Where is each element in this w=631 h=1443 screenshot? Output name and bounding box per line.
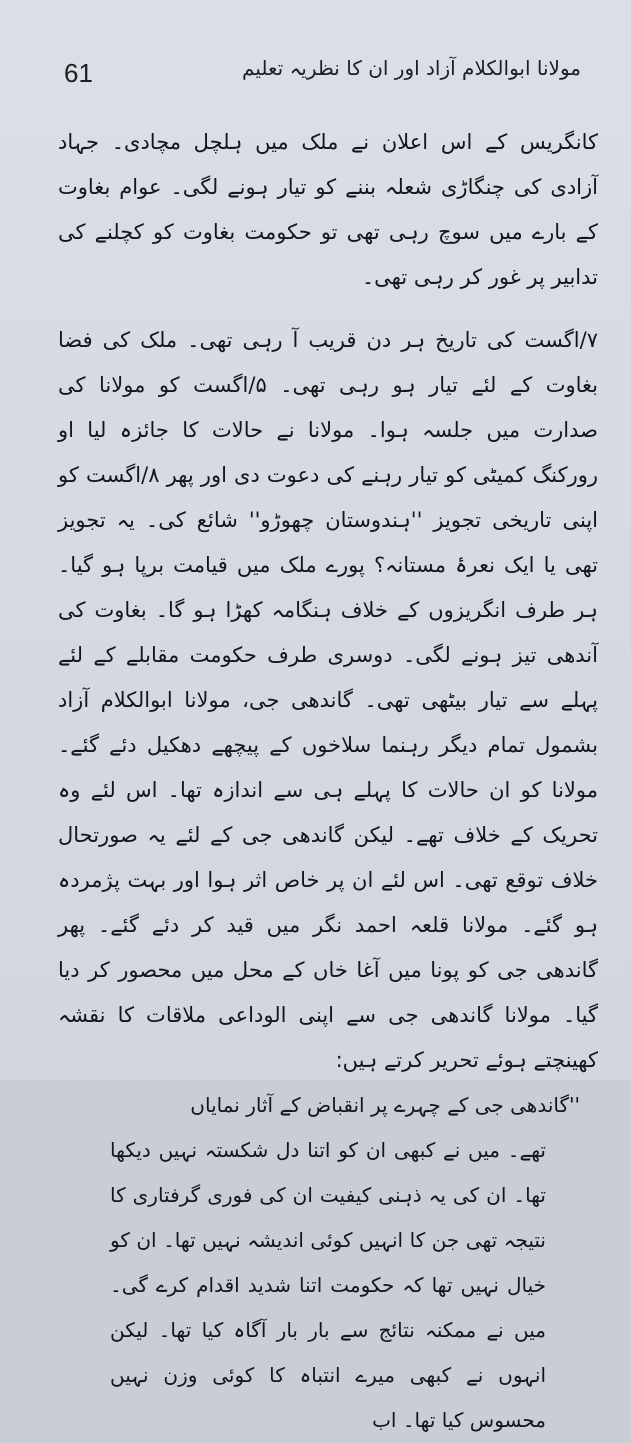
page-body	[58, 120, 598, 1443]
page-header	[0, 40, 631, 110]
paragraph-2: ۷/اگست کی تاریخ ہر دن قریب آ رہی تھی۔ ملک کی فضا بغاوت کے لئے تیار ہو رہی تھی۔ ۵/اگست کو مولانا کی صدارت میں جلسہ ہوا۔ مولانا نے حالات کا جائزہ لیا او رورکنگ کمیٹی کو تیار رہنے کی دعوت دی اور پھر ۸/اگست کو اپنی تاریخی تجویز ''ہندوستان چھوڑو'' شائع کی۔ یہ تجویز تھی یا ایک نعرۂ مستانہ؟ پورے ملک میں قیامت برپا ہو گیا۔ ہر طرف انگریزوں کے خلاف ہنگامہ کھڑا ہو گا۔ بغاوت کی آندھی تیز ہونے لگی۔ دوسری طرف حکومت مقابلے کے لئے پہلے سے تیار بیٹھی تھی۔ گاندھی جی، مولانا ابوالکلام آزاد بشمول تمام دیگر رہنما سلاخوں کے پیچھے دھکیل دئے گئے۔ مولانا کو ان حالات کا پہلے ہی سے اندازہ تھا۔ اس لئے وہ تحریک کے خلاف تھے۔ لیکن گاندھی جی کے لئے یہ صورتحال خلاف توقع تھی۔ اس لئے ان پر خاص اثر ہوا اور بہت پژمردہ ہو گئے۔ مولانا قلعہ احمد نگر میں قید کر دئے گئے۔ پھر گاندھی جی کو پونا میں آغا خاں کے محل میں محصور کر دیا گیا۔ مولانا گاندھی جی سے اپنی الوداعی ملاقات کا نقشہ کھینچتے ہوئے تحریر کرتے ہیں:	[58, 328, 599, 1072]
quote-body: تھے۔ میں نے کبھی ان کو اتنا دل شکستہ نہیں دیکھا تھا۔ ان کی یہ ذہنی کیفیت ان کی فوری گرفتاری کا نتیجہ تھی جن کا انہیں کوئی اندیشہ نہیں تھا۔ ان کو خیال نہیں تھا کہ حکومت اتنا شدید اقدام کرے گی۔ میں نے ممکنہ نتائج سے بار بار آگاہ کیا تھا۔ لیکن انہوں نے کبھی میرے انتباہ کا کوئی وزن نہیں محسوس کیا تھا۔ اب	[110, 1138, 546, 1432]
running-title: مولانا ابوالکلام آزاد اور ان کا نظریہ تعلیم	[242, 56, 581, 80]
page-number: 61	[64, 58, 93, 88]
quote-first-line: ''گاندھی جی کے چہرے پر انقباض کے آثار نمایاں	[190, 1093, 580, 1117]
paragraph-1: کانگریس کے اس اعلان نے ملک میں ہلچل مچادی۔ جہاد آزادی کی چنگاڑی شعلہ بننے کو تیار ہونے لگی۔ عوام بغاوت کے بارے میں سوچ رہی تھی تو حکومت بغاوت کو کچلنے کی تدابیر پر غور کر رہی تھی۔	[58, 130, 598, 289]
